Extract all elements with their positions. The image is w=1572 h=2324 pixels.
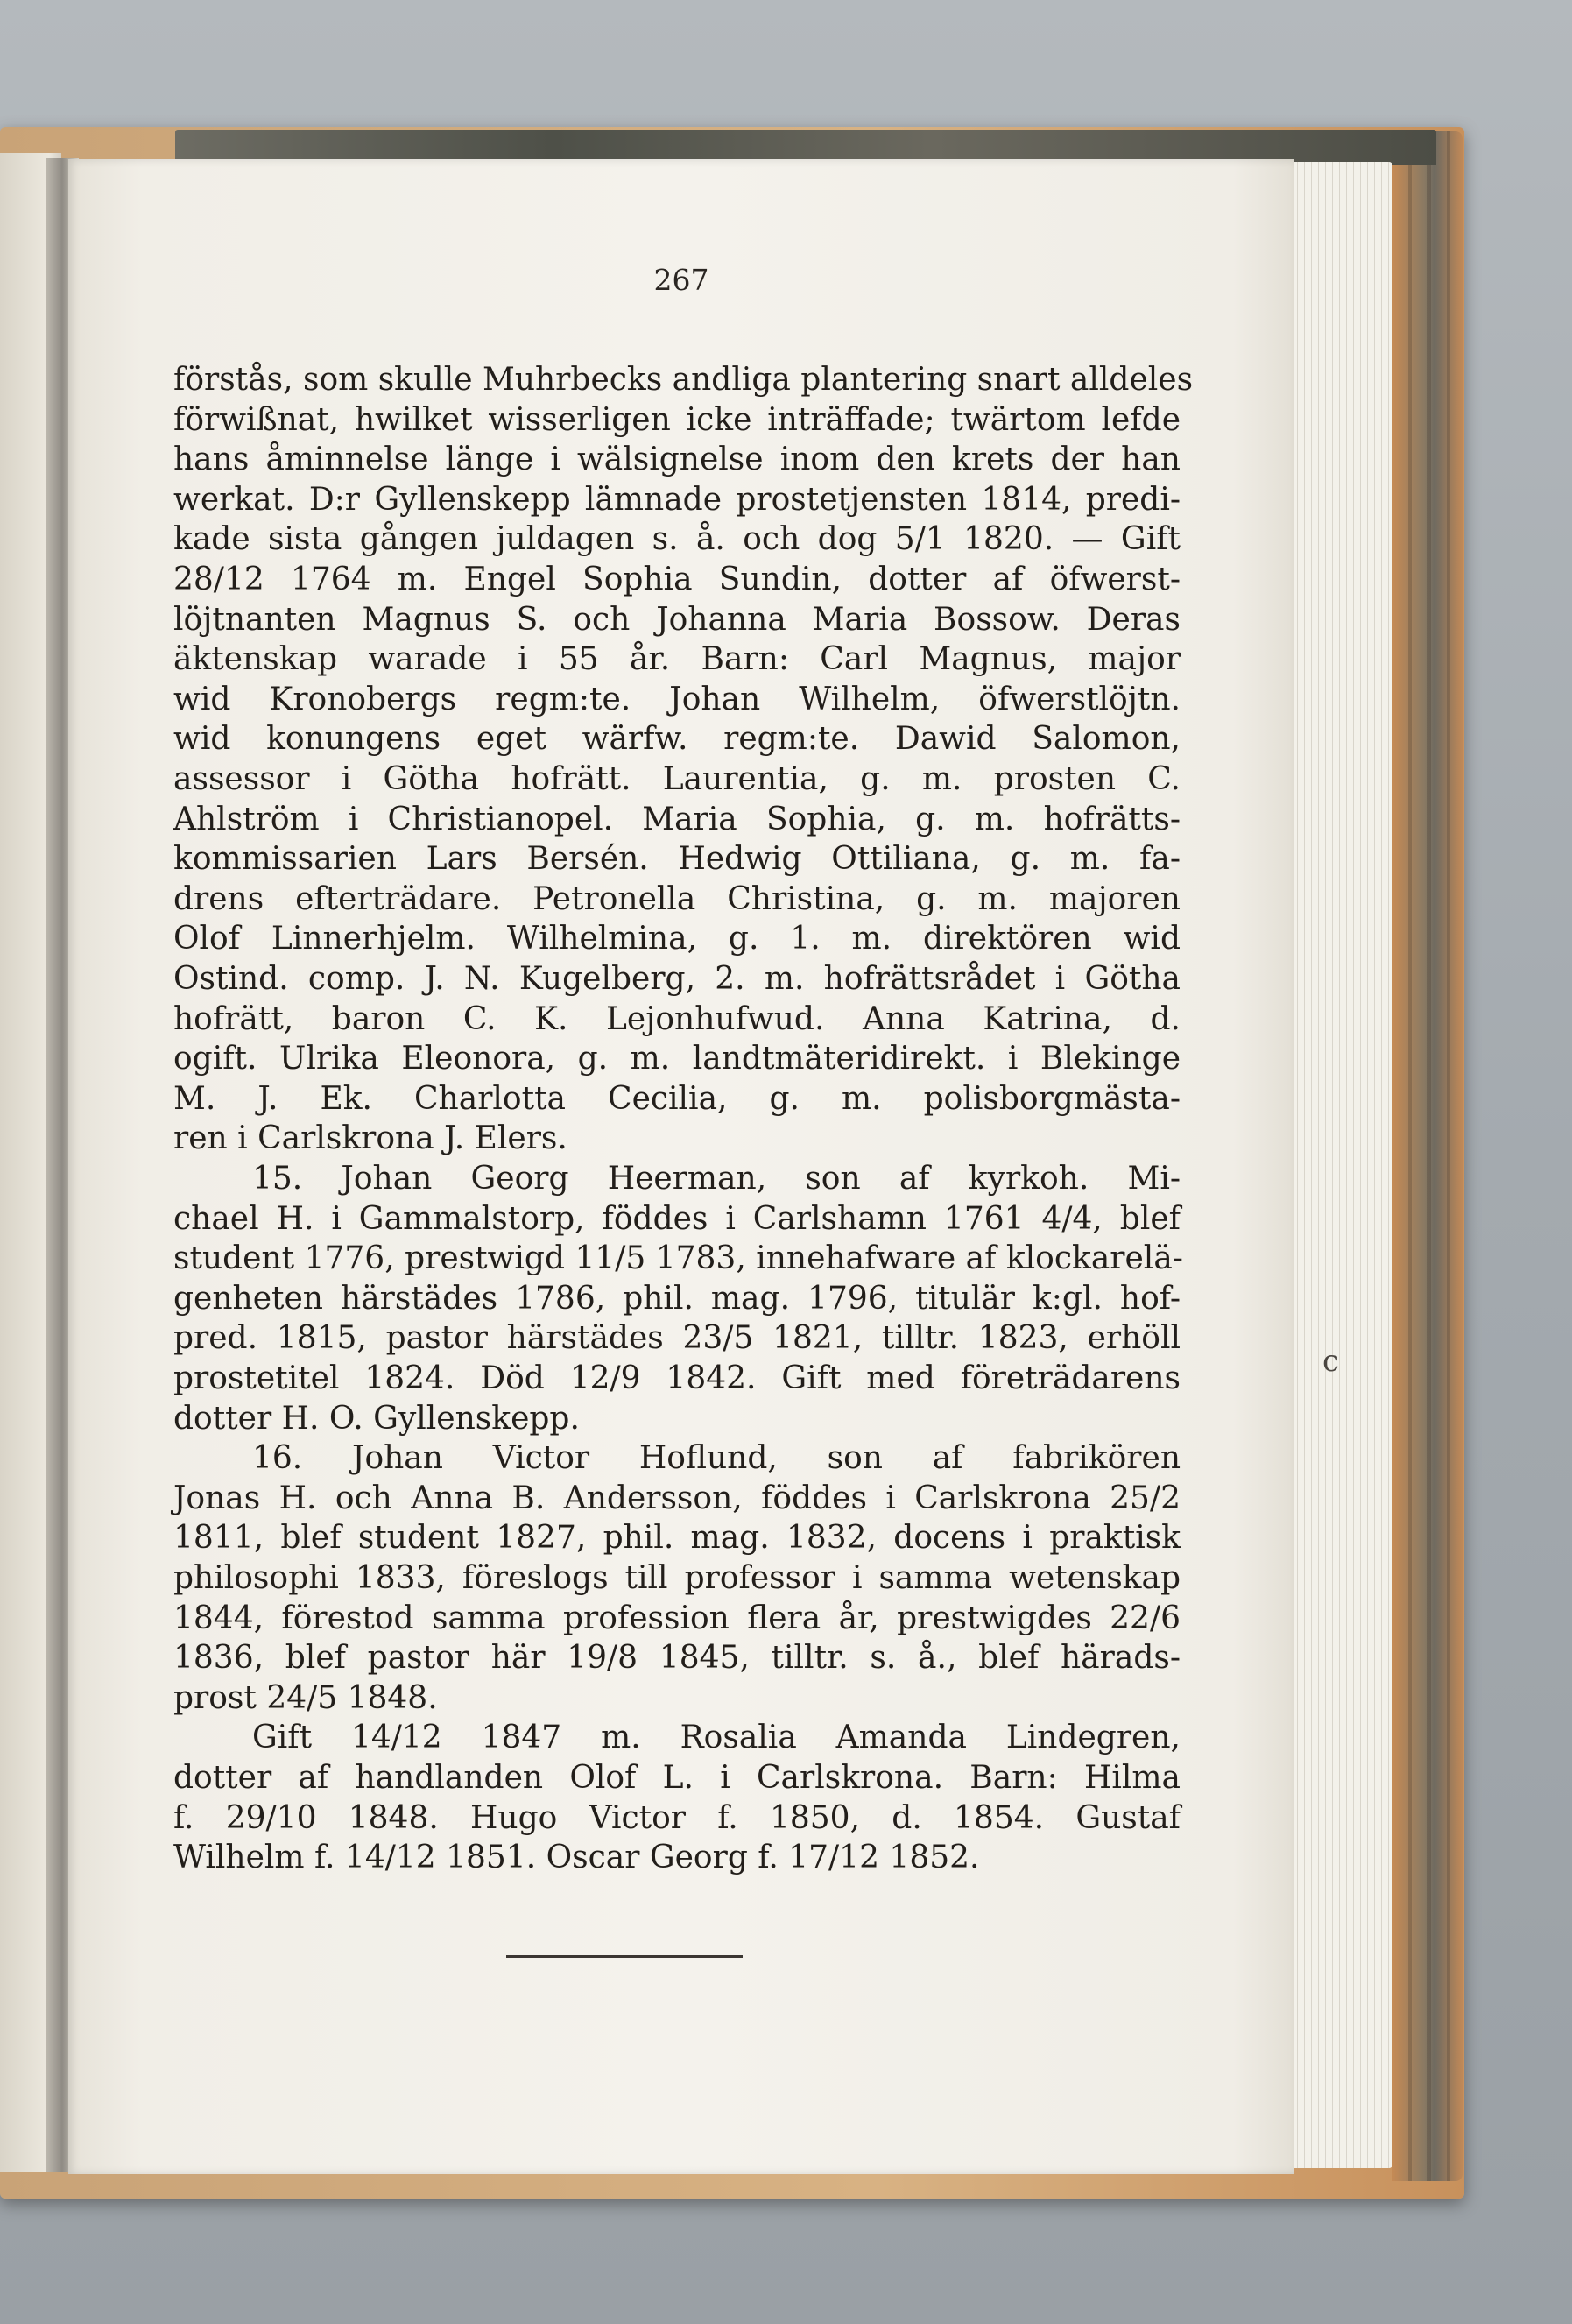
text-line: wid Kronobergs regm:te. Johan Wilhelm, öfwerstlöjtn.: [173, 681, 1181, 717]
text-line: Wilhelm f. 14/12 1851. Oscar Georg f. 17/12 1852.: [173, 1840, 980, 1876]
text-line: 1811, blef student 1827, phil. mag. 1832, docens i praktisk: [173, 1520, 1181, 1557]
text-line: förstås, som skulle Muhrbecks andliga plantering snart alldeles: [173, 362, 1194, 398]
text-line: dotter H. O. Gyllenskepp.: [173, 1400, 580, 1437]
text-line: assessor i Götha hofrätt. Laurentia, g. m. prosten C.: [173, 761, 1181, 797]
text-line: wid konungens eget wärfw. regm:te. Dawid Salomon,: [173, 721, 1181, 758]
text-line: philosophi 1833, föreslogs till professor i samma wetenskap: [173, 1560, 1181, 1596]
text-line: Gift 14/12 1847 m. Rosalia Amanda Lindegren,: [252, 1720, 1181, 1756]
text-line: förwißnat, hwilket wisserligen icke inträffade; twärtom lefde: [173, 401, 1181, 438]
text-line: prostetitel 1824. Död 12/9 1842. Gift med företrädarens: [173, 1360, 1181, 1396]
text-line: prost 24/5 1848.: [173, 1679, 438, 1716]
text-line: 1844, förestod samma profession flera år, prestwigdes 22/6: [173, 1600, 1181, 1636]
text-line: Ahlström i Christianopel. Maria Sophia, g. m. hofrätts-: [173, 801, 1181, 837]
text-line: dotter af handlanden Olof L. i Carlskrona. Barn: Hilma: [173, 1760, 1181, 1796]
text-line: chael H. i Gammalstorp, föddes i Carlshamn 1761 4/4, blef: [173, 1200, 1181, 1237]
text-line: M. J. Ek. Charlotta Cecilia, g. m. polisborgmästa-: [173, 1080, 1181, 1117]
end-rule: [506, 1955, 743, 1958]
text-line: Olof Linnerhjelm. Wilhelmina, g. 1. m. direktören wid: [173, 921, 1181, 957]
text-line: genheten härstädes 1786, phil. mag. 1796, titulär k:gl. hof-: [173, 1280, 1181, 1317]
text-line: löjtnanten Magnus S. och Johanna Maria Bossow. Deras: [173, 601, 1181, 638]
text-line: Ostind. comp. J. N. Kugelberg, 2. m. hofrättsrådet i Götha: [173, 961, 1181, 997]
book-cover-edge: [1392, 131, 1463, 2181]
text-line: kade sista gången juldagen s. å. och dog 5/1 1820. — Gift: [173, 521, 1181, 558]
text-line: 16. Johan Victor Hoflund, son af fabrikören: [252, 1440, 1181, 1477]
text-line: 1836, blef pastor här 19/8 1845, tilltr. s. å., blef härads-: [173, 1640, 1181, 1677]
text-line: äktenskap warade i 55 år. Barn: Carl Magnus, major: [173, 641, 1181, 678]
text-line: 15. Johan Georg Heerman, son af kyrkoh. Mi-: [252, 1161, 1181, 1197]
text-line: ren i Carlskrona J. Elers.: [173, 1120, 567, 1157]
text-line: hans åminnelse länge i wälsignelse inom den krets der han: [173, 441, 1181, 478]
text-line: kommissarien Lars Bersén. Hedwig Ottiliana, g. m. fa-: [173, 841, 1181, 878]
page-stack: [1287, 162, 1392, 2168]
margin-mark: c: [1322, 1344, 1340, 1379]
page-number: 267: [653, 263, 709, 297]
text-line: werkat. D:r Gyllenskepp lämnade prostetjensten 1814, predi-: [173, 481, 1181, 518]
text-line: Jonas H. och Anna B. Andersson, föddes i Carlskrona 25/2: [173, 1480, 1181, 1516]
text-line: 28/12 1764 m. Engel Sophia Sundin, dotter af öfwerst-: [173, 562, 1181, 597]
page-text: [68, 159, 1294, 2174]
text-line: student 1776, prestwigd 11/5 1783, innehafware af klockarelä-: [173, 1240, 1183, 1277]
book-page: [68, 159, 1340, 2174]
text-line: pred. 1815, pastor härstädes 23/5 1821, tilltr. 1823, erhöll: [173, 1320, 1181, 1357]
text-line: hofrätt, baron C. K. Lejonhufwud. Anna Katrina, d.: [173, 1000, 1181, 1037]
text-line: drens efterträdare. Petronella Christina, g. m. majoren: [173, 880, 1181, 917]
text-line: f. 29/10 1848. Hugo Victor f. 1850, d. 1854. Gustaf: [173, 1799, 1181, 1836]
text-line: ogift. Ulrika Eleonora, g. m. landtmäteridirekt. i Blekinge: [173, 1041, 1181, 1077]
